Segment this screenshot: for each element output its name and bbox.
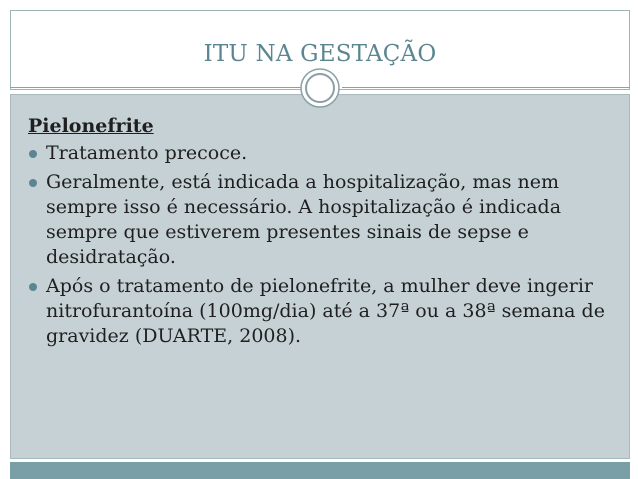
bullet-text: Geralmente, está indicada a hospitalização, mas nem sempre isso é necessário. A hospitalização é indicada sempre que estiverem presentes sinais de sepse e desidratação. bbox=[46, 171, 562, 268]
subheading: Pielonefrite bbox=[28, 115, 154, 137]
double-circle-ornament-icon bbox=[299, 67, 341, 109]
title-divider-right bbox=[342, 87, 630, 88]
bullet-text: Tratamento precoce. bbox=[46, 142, 248, 164]
filled-circle-bullet-icon bbox=[29, 179, 37, 187]
list-item bbox=[28, 141, 618, 166]
filled-circle-bullet-icon bbox=[29, 150, 37, 158]
slide-title: ITU NA GESTAÇÃO bbox=[203, 41, 437, 67]
bottom-band bbox=[10, 462, 630, 479]
title-divider-left bbox=[10, 87, 302, 88]
list-item bbox=[28, 170, 618, 270]
bullet-list bbox=[28, 141, 618, 349]
filled-circle-bullet-icon bbox=[29, 283, 37, 291]
list-item bbox=[28, 274, 618, 349]
bullet-text: Após o tratamento de pielonefrite, a mulher deve ingerir nitrofurantoína (100mg/dia) até a 37ª ou a 38ª semana de gravidez (DUARTE, 2008). bbox=[46, 275, 605, 347]
slide-content bbox=[28, 114, 618, 353]
